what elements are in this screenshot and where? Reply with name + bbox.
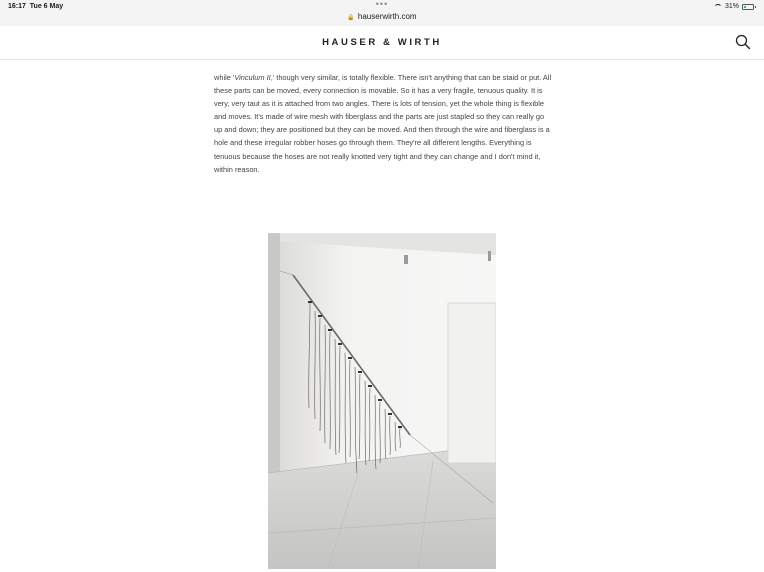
paragraph-prefix: while ' <box>214 73 235 82</box>
status-time: 16:17 <box>8 3 26 10</box>
multitasking-dots-icon[interactable]: ••• <box>375 0 389 9</box>
battery-charging-icon <box>742 4 754 10</box>
brand-logo[interactable]: HAUSER & WIRTH <box>322 37 442 48</box>
artwork-photo <box>268 233 496 569</box>
article-body <box>214 71 554 176</box>
paragraph-text: ,' though very similar, is totally flexible. There isn't anything that can be staid or put. All these parts can be moved, every connection is movable. So it has a very fragile, tenuous quality. It is very, very taut as it is attached from two angles. There is lots of tension, yet the whole thing is flexible and moves. It's made of wire mesh with fiberglass and the parts are just stapled so they can really go up and down; they are positioned but they can be moved. And then through the wire and fiberglass is a hole and these irregular robber hoses go through them. They're all different lengths. Everything is tenuous because the hoses are not really knotted very tight and they can change and I don't mind it, within reason. <box>214 73 552 174</box>
status-indicators <box>714 3 754 10</box>
address-url: hauserwirth.com <box>357 12 417 21</box>
wifi-icon <box>714 4 722 10</box>
address-bar[interactable] <box>0 12 764 21</box>
battery-fill <box>744 6 746 8</box>
status-bar <box>0 0 764 26</box>
battery-percent: 31% <box>724 3 739 10</box>
article-paragraph <box>214 71 554 176</box>
search-icon <box>735 34 751 50</box>
site-header <box>0 26 764 60</box>
work-title: Vinculum II <box>234 73 271 82</box>
search-button[interactable] <box>735 34 751 50</box>
lock-icon: 🔒 <box>347 15 355 21</box>
status-date: Tue 6 May <box>29 3 64 10</box>
installation-image <box>268 233 496 569</box>
